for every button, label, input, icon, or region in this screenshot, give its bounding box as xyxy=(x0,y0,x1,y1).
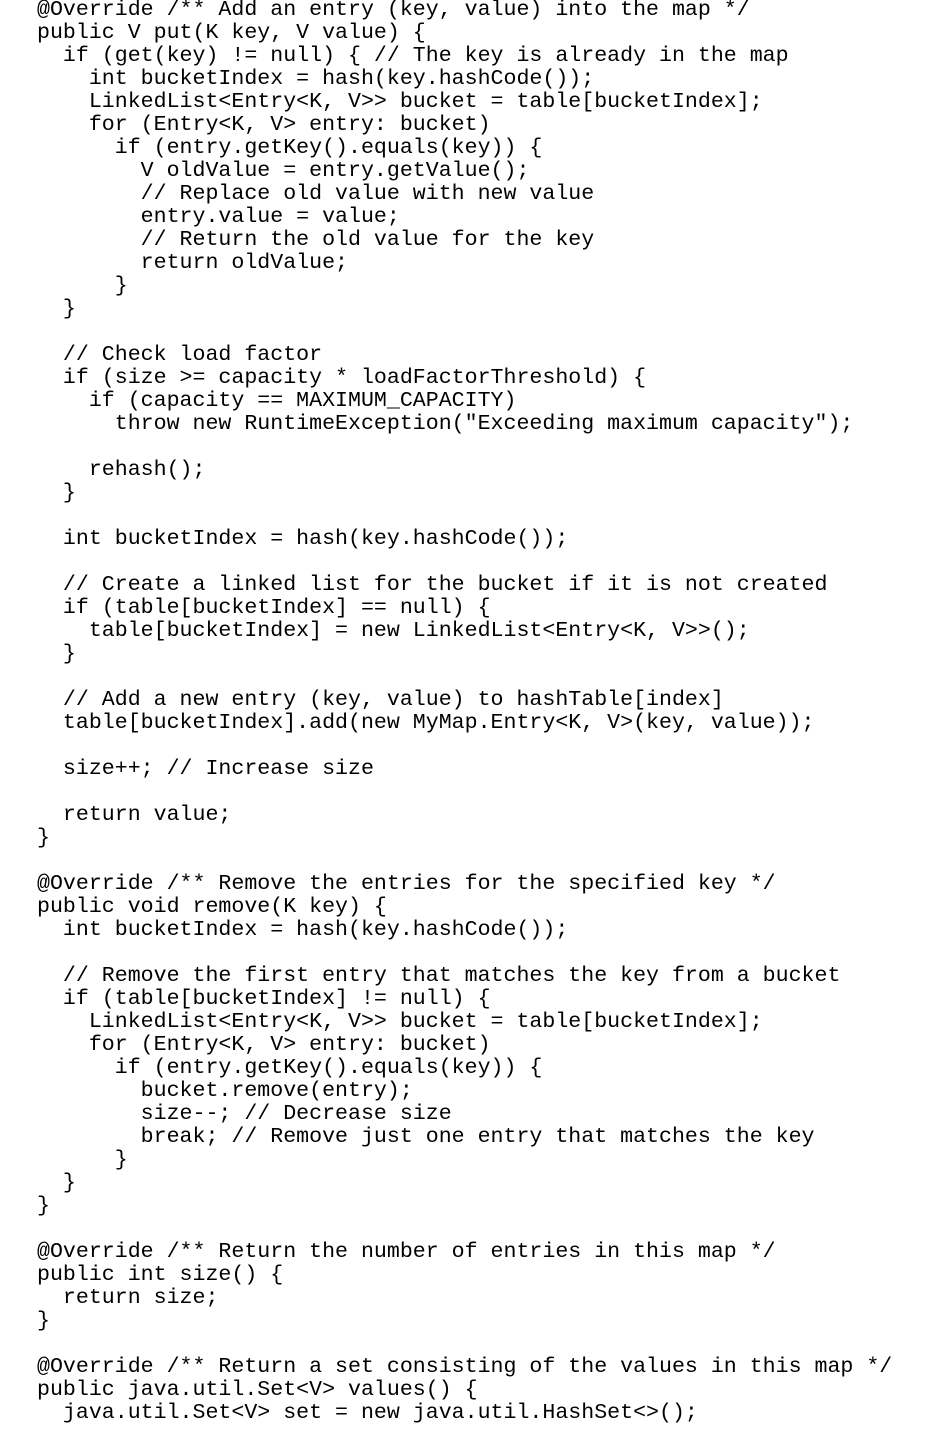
code-line xyxy=(37,551,892,574)
code-line: if (size >= capacity * loadFactorThreshold) { xyxy=(37,366,647,390)
code-line: } xyxy=(37,1309,50,1333)
code-line: return oldValue; xyxy=(37,251,349,275)
code-line: int bucketIndex = hash(key.hashCode()); xyxy=(37,67,595,91)
code-line: } xyxy=(37,642,76,666)
code-line: // Check load factor xyxy=(37,343,323,367)
code-line: public int size() { xyxy=(37,1263,284,1287)
code-line xyxy=(37,1333,892,1356)
code-line: for (Entry<K, V> entry: bucket) xyxy=(37,113,491,137)
code-line: @Override /** Return a set consisting of the values in this map */ xyxy=(37,1355,893,1379)
code-line: for (Entry<K, V> entry: bucket) xyxy=(37,1033,491,1057)
code-line: public void remove(K key) { xyxy=(37,895,387,919)
code-line: size--; // Decrease size xyxy=(37,1102,452,1126)
code-line: table[bucketIndex] = new LinkedList<Entry<K, V>>(); xyxy=(37,619,750,643)
code-line xyxy=(37,505,892,528)
code-line: break; // Remove just one entry that matches the key xyxy=(37,1125,815,1149)
code-line: throw new RuntimeException("Exceeding maximum capacity"); xyxy=(37,412,854,436)
code-line: // Create a linked list for the bucket if it is not created xyxy=(37,573,828,597)
code-line: // Replace old value with new value xyxy=(37,182,595,206)
code-line: } xyxy=(37,1171,76,1195)
code-line xyxy=(37,321,892,344)
code-line: } xyxy=(37,297,76,321)
code-line: // Remove the first entry that matches the key from a bucket xyxy=(37,964,841,988)
code-line: if (table[bucketIndex] == null) { xyxy=(37,596,491,620)
code-line: @Override /** Remove the entries for the specified key */ xyxy=(37,872,776,896)
code-line: @Override /** Return the number of entries in this map */ xyxy=(37,1240,776,1264)
code-line: if (table[bucketIndex] != null) { xyxy=(37,987,491,1011)
code-line: } xyxy=(37,481,76,505)
code-listing xyxy=(37,0,892,1425)
code-line: @Override /** Add an entry (key, value) into the map */ xyxy=(37,0,750,22)
code-line: size++; // Increase size xyxy=(37,757,374,781)
code-line: } xyxy=(37,1194,50,1218)
code-line: if (entry.getKey().equals(key)) { xyxy=(37,1056,543,1080)
code-line: LinkedList<Entry<K, V>> bucket = table[bucketIndex]; xyxy=(37,90,763,114)
code-line: } xyxy=(37,1148,128,1172)
code-line: table[bucketIndex].add(new MyMap.Entry<K, V>(key, value)); xyxy=(37,711,815,735)
code-line xyxy=(37,436,892,459)
code-line: bucket.remove(entry); xyxy=(37,1079,413,1103)
code-line: int bucketIndex = hash(key.hashCode()); xyxy=(37,918,569,942)
code-line: // Add a new entry (key, value) to hashTable[index] xyxy=(37,688,724,712)
code-line: V oldValue = entry.getValue(); xyxy=(37,159,530,183)
code-line: if (get(key) != null) { // The key is already in the map xyxy=(37,44,789,68)
code-line: public java.util.Set<V> values() { xyxy=(37,1378,478,1402)
code-line xyxy=(37,942,892,965)
code-line xyxy=(37,850,892,873)
code-line xyxy=(37,666,892,689)
code-line: return size; xyxy=(37,1286,219,1310)
code-line: java.util.Set<V> set = new java.util.HashSet<>(); xyxy=(37,1401,698,1425)
code-line xyxy=(37,781,892,804)
code-line: LinkedList<Entry<K, V>> bucket = table[bucketIndex]; xyxy=(37,1010,763,1034)
code-line: int bucketIndex = hash(key.hashCode()); xyxy=(37,527,569,551)
code-line: // Return the old value for the key xyxy=(37,228,595,252)
code-line: rehash(); xyxy=(37,458,206,482)
code-line: if (capacity == MAXIMUM_CAPACITY) xyxy=(37,389,517,413)
code-line: public V put(K key, V value) { xyxy=(37,21,426,45)
code-line: } xyxy=(37,826,50,850)
code-line xyxy=(37,735,892,758)
code-line: entry.value = value; xyxy=(37,205,400,229)
code-line: } xyxy=(37,274,128,298)
code-line: return value; xyxy=(37,803,232,827)
code-line xyxy=(37,1218,892,1241)
code-line: if (entry.getKey().equals(key)) { xyxy=(37,136,543,160)
